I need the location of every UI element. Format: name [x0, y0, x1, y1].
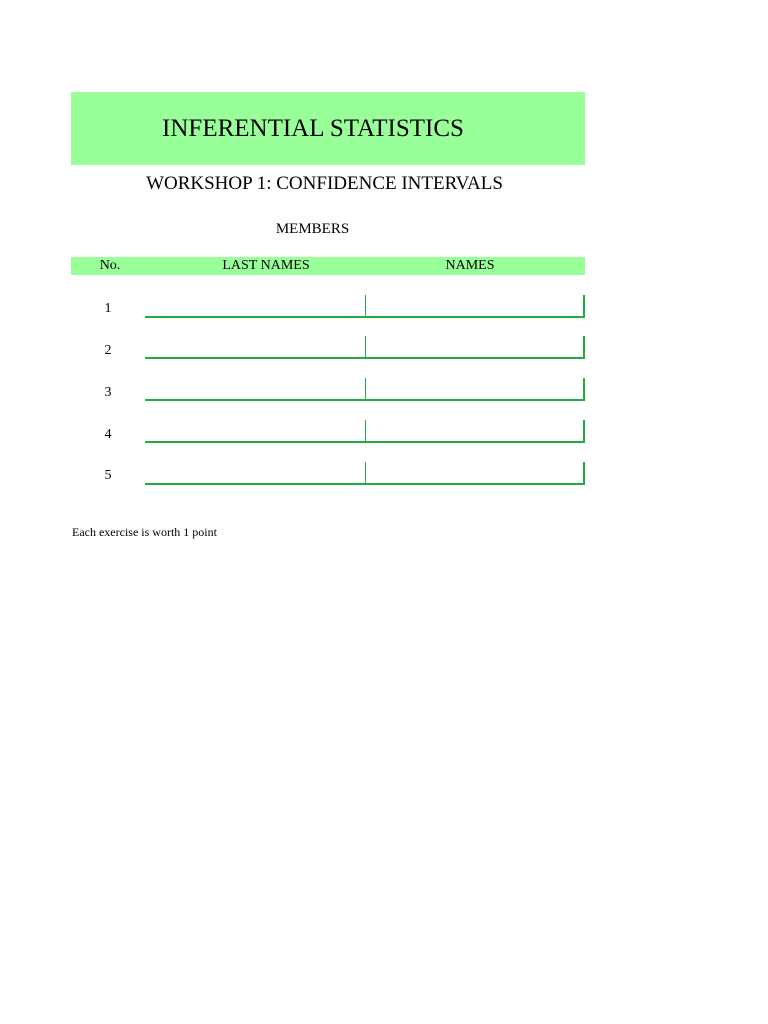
last-name-cell[interactable]: [145, 378, 366, 401]
members-section-label: MEMBERS: [275, 221, 350, 237]
name-cell[interactable]: [366, 378, 585, 401]
workshop-subtitle: WORKSHOP 1: CONFIDENCE INTERVALS: [146, 173, 503, 194]
name-cell[interactable]: [366, 462, 585, 485]
row-number: 2: [104, 343, 112, 358]
column-header-number: No.: [99, 258, 121, 273]
row-number: 5: [104, 468, 112, 483]
row-number: 3: [104, 385, 112, 400]
name-cell[interactable]: [366, 420, 585, 443]
page-title: INFERENTIAL STATISTICS: [162, 115, 464, 142]
last-name-cell[interactable]: [145, 462, 366, 485]
last-name-cell[interactable]: [145, 295, 366, 318]
column-header-last-names: LAST NAMES: [222, 258, 310, 273]
name-cell[interactable]: [366, 336, 585, 359]
last-name-cell[interactable]: [145, 420, 366, 443]
last-name-cell[interactable]: [145, 336, 366, 359]
column-header-names: NAMES: [445, 258, 495, 273]
row-number: 1: [104, 301, 112, 316]
row-number: 4: [104, 427, 112, 442]
name-cell[interactable]: [366, 295, 585, 318]
scoring-note: Each exercise is worth 1 point: [72, 525, 217, 539]
